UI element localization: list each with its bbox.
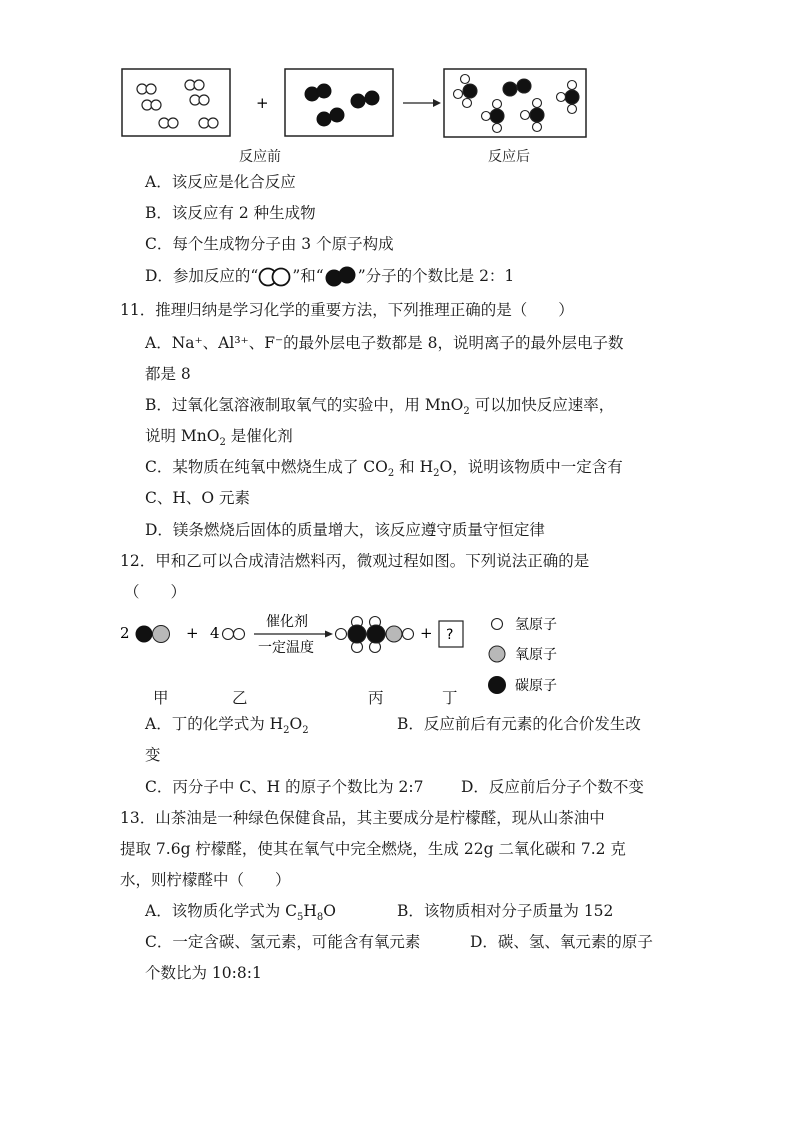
q10-option-a: A．该反应是化合反应 xyxy=(145,173,296,191)
white-molecules xyxy=(137,80,218,128)
q12-option-c: C．丙分子中 C、H 的原子个数比为 2:7 xyxy=(145,778,424,796)
yi-hydrogen-atom xyxy=(223,629,234,640)
label-jia: 甲 xyxy=(153,689,169,707)
q11-option-b-line2: 说明 MnO$_2$ 是催化剂 xyxy=(145,427,293,449)
legend-carbon-label: 碳原子 xyxy=(515,678,557,694)
label-yi: 乙 xyxy=(232,689,248,707)
q11-option-a-line1: A．Na⁺、Al³⁺、F⁻的最外层电子数都是 8，说明离子的最外层电子数 xyxy=(145,334,624,352)
q12-option-b-line2: 变 xyxy=(145,746,161,764)
legend-oxygen-icon xyxy=(489,646,505,662)
q12-option-b-line1: B．反应前后有元素的化合价发生改 xyxy=(397,715,641,733)
yi-hydrogen-atom xyxy=(234,629,245,640)
q13-option-d-line2: 个数比为 10:8:1 xyxy=(145,964,262,982)
product-molecules xyxy=(454,75,580,133)
arrow-head xyxy=(433,99,441,107)
catalyst-label: 催化剂 xyxy=(266,614,308,630)
q10-option-d: D．参加反应的“ ”和“ ”分子的个数比是 2：1 xyxy=(145,267,515,285)
q10-reaction-diagram xyxy=(0,0,793,160)
q13-option-a: A．该物质化学式为 $C_5H_8O$ xyxy=(145,902,336,924)
ding-unknown: ? xyxy=(446,627,454,643)
q13-option-d-line1: D．碳、氢、氧元素的原子 xyxy=(470,933,653,951)
caption-after: 反应后 xyxy=(488,149,530,165)
jia-oxygen-atom xyxy=(153,626,170,643)
q13-option-b: B．该物质相对分子质量为 152 xyxy=(397,902,614,920)
coef-yi: 4 xyxy=(210,624,220,642)
q11-option-a-line2: 都是 8 xyxy=(145,365,191,383)
legend-carbon-icon xyxy=(488,676,506,694)
black-molecules xyxy=(305,84,379,126)
jia-carbon-atom xyxy=(136,626,153,643)
legend-hydrogen-label: 氢原子 xyxy=(515,617,557,633)
q13-stem-line3: 水，则柠檬醛中（ ） xyxy=(120,871,291,889)
q13-stem-line2: 提取 7.6g 柠檬醛，使其在氧气中完全燃烧，生成 22g 二氧化碳和 7.2 克 xyxy=(120,840,626,858)
label-ding: 丁 xyxy=(442,689,458,707)
coef-jia: 2 xyxy=(120,624,130,642)
q11-option-c-line1: C．某物质在纯氧中燃烧生成了 $CO_2$ 和 $H_2O$，说明该物质中一定含有 xyxy=(145,458,623,480)
bing-molecule xyxy=(336,617,414,653)
q12-reaction-diagram xyxy=(0,605,793,715)
white-molecule-icon xyxy=(258,267,292,287)
plus-2: + xyxy=(420,624,433,642)
label-bing: 丙 xyxy=(368,689,384,707)
q11-option-c-line2: C、H、O 元素 xyxy=(145,489,251,507)
legend-hydrogen-icon xyxy=(492,619,503,630)
q12-option-a: A．丁的化学式为 $H_2O_2$ xyxy=(145,715,309,737)
q12-option-d: D．反应前后分子个数不变 xyxy=(461,778,644,796)
q12-stem-line2: （ ） xyxy=(124,583,187,601)
q10-option-b: B．该反应有 2 种生成物 xyxy=(145,204,316,222)
q10-option-c: C．每个生成物分子由 3 个原子构成 xyxy=(145,235,394,253)
q11-option-d: D．镁条燃烧后固体的质量增大，该反应遵守质量守恒定律 xyxy=(145,521,545,539)
q13-stem-line1: 13．山茶油是一种绿色保健食品，其主要成分是柠檬醛，现从山茶油中 xyxy=(120,809,605,827)
condition-label: 一定温度 xyxy=(258,640,314,656)
caption-before: 反应前 xyxy=(239,149,281,165)
legend-oxygen-label: 氧原子 xyxy=(515,647,557,663)
q12-stem-line1: 12．甲和乙可以合成清洁燃料丙，微观过程如图。下列说法正确的是 xyxy=(120,552,590,570)
q11-stem: 11．推理归纳是学习化学的重要方法，下列推理正确的是（ ） xyxy=(120,301,574,319)
plus-1: + xyxy=(186,624,199,642)
plus-sign: + xyxy=(256,94,269,112)
arrow-head xyxy=(325,631,333,638)
q11-option-b-line1: B．过氧化氢溶液制取氧气的实验中，用 MnO$_2$ 可以加快反应速率， xyxy=(145,396,615,418)
black-molecule-icon xyxy=(324,267,358,287)
q13-option-c: C．一定含碳、氢元素，可能含有氧元素 xyxy=(145,933,421,951)
